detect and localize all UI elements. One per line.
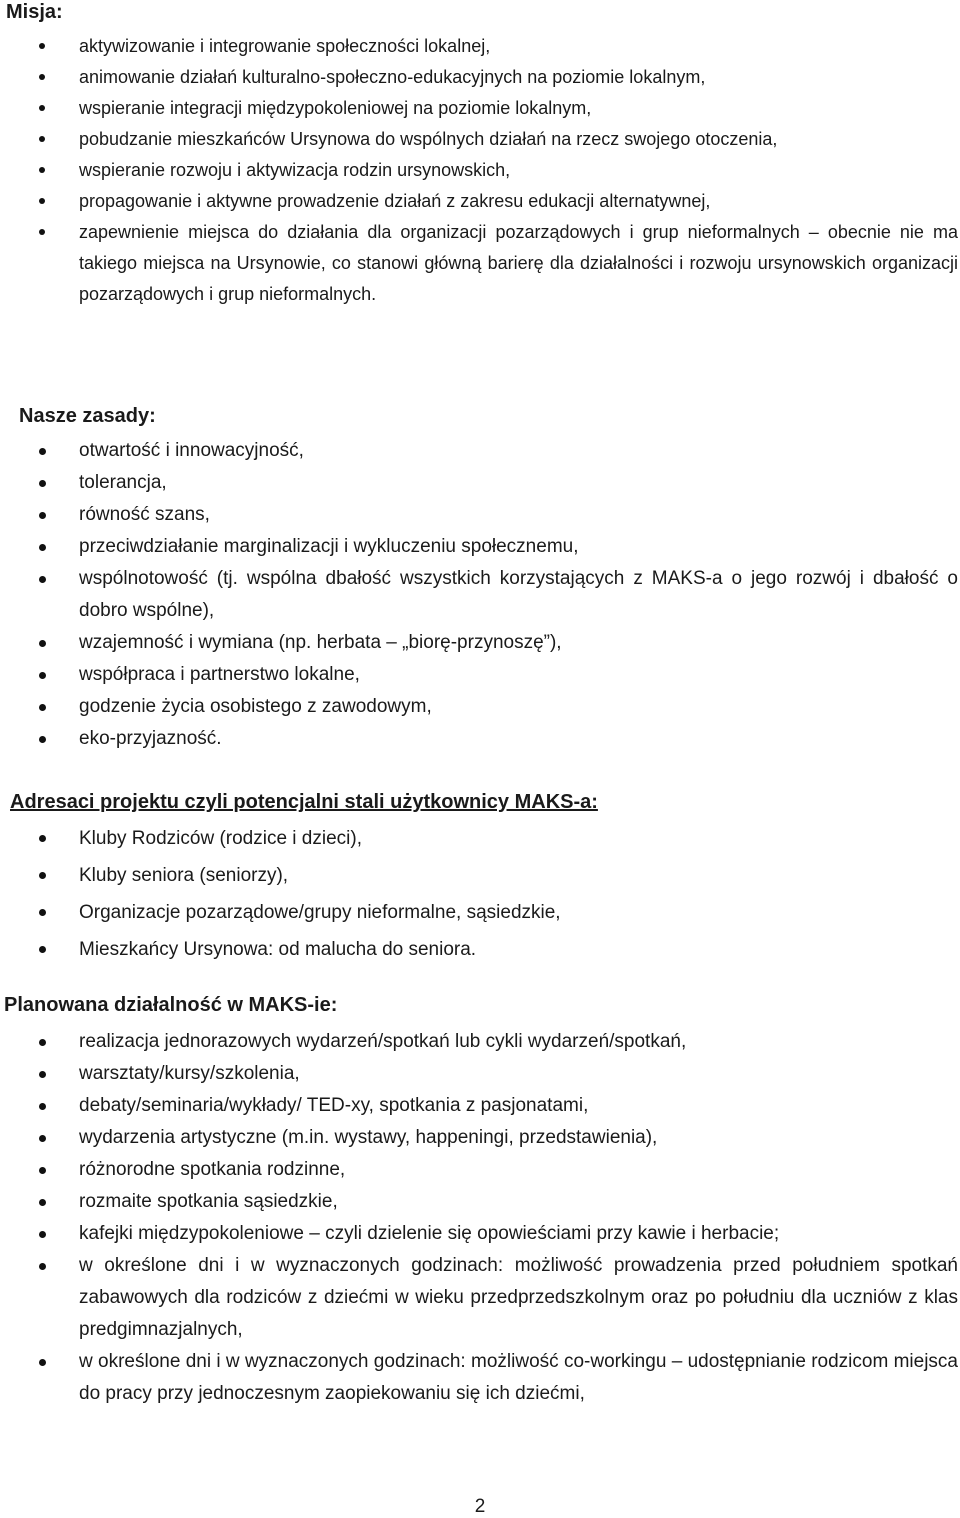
list-item: w określone dni i w wyznaczonych godzinach: możliwość prowadzenia przed południem spotkań zabawowych dla rodziców z dziećmi w wieku przedprzedszkolnym oraz po południu dla uczniów z klas predgimnazjalnych, <box>0 1250 958 1346</box>
list-item: wspieranie integracji międzypokoleniowej na poziomie lokalnym, <box>0 93 958 124</box>
list-item: rozmaite spotkania sąsiedzkie, <box>0 1186 958 1218</box>
list-item: przeciwdziałanie marginalizacji i wykluczeniu społecznemu, <box>0 531 958 563</box>
list-item: wspieranie rozwoju i aktywizacja rodzin ursynowskich, <box>0 155 958 186</box>
list-item: różnorodne spotkania rodzinne, <box>0 1154 958 1186</box>
page-number: 2 <box>474 1496 486 1517</box>
list-item: animowanie działań kulturalno-społeczno-edukacyjnych na poziomie lokalnym, <box>0 62 958 93</box>
activities-list <box>0 1026 960 1410</box>
activities-heading: Planowana działalność w MAKS-ie: <box>4 994 338 1016</box>
list-item: wydarzenia artystyczne (m.in. wystawy, happeningi, przedstawienia), <box>0 1122 958 1154</box>
list-item: Kluby Rodziców (rodzice i dzieci), <box>0 820 958 857</box>
list-item: warsztaty/kursy/szkolenia, <box>0 1058 958 1090</box>
list-item: godzenie życia osobistego z zawodowym, <box>0 691 958 723</box>
list-item: wzajemność i wymiana (np. herbata – „biorę-przynoszę”), <box>0 627 958 659</box>
list-item: równość szans, <box>0 499 958 531</box>
list-item: propagowanie i aktywne prowadzenie działań z zakresu edukacji alternatywnej, <box>0 186 958 217</box>
audience-list <box>0 820 960 968</box>
list-item: realizacja jednorazowych wydarzeń/spotkań lub cykli wydarzeń/spotkań, <box>0 1026 958 1058</box>
mission-heading: Misja: <box>6 1 63 23</box>
list-item: Mieszkańcy Ursynowa: od malucha do seniora. <box>0 931 958 968</box>
list-item: wspólnotowość (tj. wspólna dbałość wszystkich korzystających z MAKS-a o jego rozwój i dbałość o dobro wspólne), <box>0 563 958 627</box>
list-item: kafejki międzypokoleniowe – czyli dzielenie się opowieściami przy kawie i herbacie; <box>0 1218 958 1250</box>
mission-list <box>0 31 960 310</box>
list-item: zapewnienie miejsca do działania dla organizacji pozarządowych i grup nieformalnych – obecnie nie ma takiego miejsca na Ursynowie, co stanowi główną barierę dla działalności i rozwoju ursynowskich organizacji pozarządowych i grup nieformalnych. <box>0 217 958 310</box>
list-item: eko-przyjazność. <box>0 723 958 755</box>
principles-heading: Nasze zasady: <box>19 405 156 427</box>
list-item: otwartość i innowacyjność, <box>0 435 958 467</box>
list-item: aktywizowanie i integrowanie społeczności lokalnej, <box>0 31 958 62</box>
list-item: współpraca i partnerstwo lokalne, <box>0 659 958 691</box>
list-item: w określone dni i w wyznaczonych godzinach: możliwość co-workingu – udostępnianie rodzicom miejsca do pracy przy jednoczesnym zaopiekowaniu się ich dziećmi, <box>0 1346 958 1410</box>
principles-list <box>0 435 960 755</box>
list-item: Kluby seniora (seniorzy), <box>0 857 958 894</box>
list-item: Organizacje pozarządowe/grupy nieformalne, sąsiedzkie, <box>0 894 958 931</box>
audience-heading: Adresaci projektu czyli potencjalni stali użytkownicy MAKS-a: <box>10 791 598 813</box>
list-item: debaty/seminaria/wykłady/ TED-xy, spotkania z pasjonatami, <box>0 1090 958 1122</box>
list-item: pobudzanie mieszkańców Ursynowa do wspólnych działań na rzecz swojego otoczenia, <box>0 124 958 155</box>
list-item: tolerancja, <box>0 467 958 499</box>
